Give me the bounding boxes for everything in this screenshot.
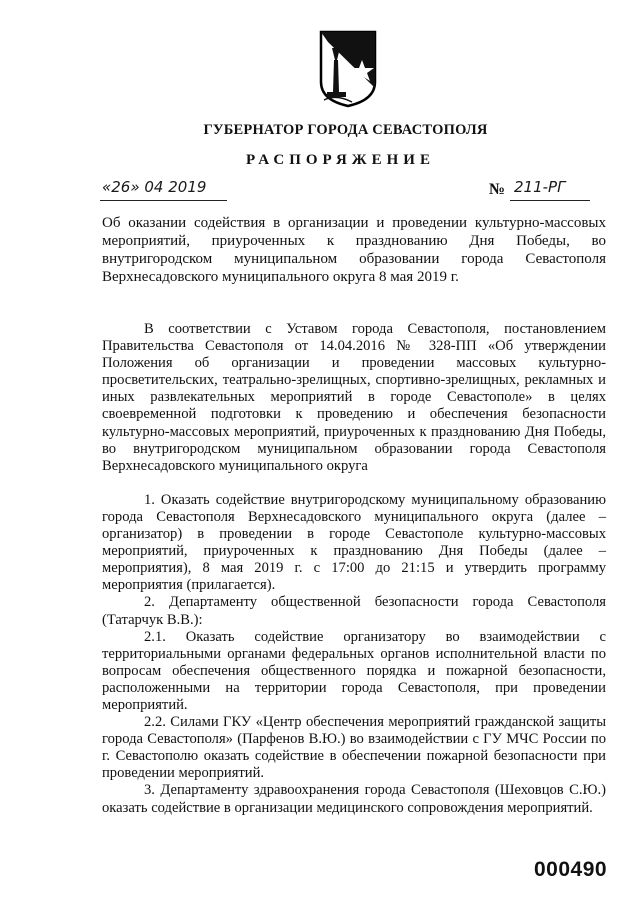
document-body — [102, 321, 606, 817]
serial-number: 000490 — [534, 858, 608, 881]
item-2-1: 2.1. Оказать содействие организатору во взаимодействии с территориальными органами федеральных органов исполнительной власти по вопросам обеспечения общественного порядка и пожарной безопасности, расположенными на территории города Севастополя, при проведении мероприятий. — [102, 628, 606, 713]
preamble-paragraph: В соответствии с Уставом города Севастополя, постановлением Правительства Севастополя от 14.04.2016 № 328-ПП «Об утверждении Положения об организации и проведении массовых культурно-просветительских, театрально-зрелищных, спортивно-зрелищных, рекламных и иных развлекательных мероприятий в городе Севастополе» в целях своевременной подготовки к проведению и обеспечения безопасности культурно-массовых мероприятий, приуроченных к празднованию Дня Победы, во внутригородском муниципальном образовании города Севастополя Верхнесадовского муниципального округа — [102, 321, 606, 474]
item-2: 2. Департаменту общественной безопасности города Севастополя (Татарчук В.В.): — [102, 594, 606, 628]
document-number: 211-РГ — [514, 178, 566, 196]
document-date: «26» 04 2019 — [102, 178, 207, 196]
item-2-2: 2.2. Силами ГКУ «Центр обеспечения мероприятий гражданской защиты города Севастополя» (Парфенов В.Ю.) во взаимодействии с ГУ МЧС России по г. Севастополю оказать содействие в обеспечении пожарной безопасности при проведении мероприятий. — [102, 714, 606, 782]
issuer-title: ГУБЕРНАТОР ГОРОДА СЕВАСТОПОЛЯ — [203, 122, 488, 138]
document-subject: Об оказании содействия в организации и проведении культурно-массовых мероприятий, приуроченных к празднованию Дня Победы, во внутригородском муниципальном образовании города Севастополя Верхнесадовского муниципального округа 8 мая 2019 г. — [102, 215, 606, 285]
number-label: № — [489, 181, 506, 198]
document-type: РАСПОРЯЖЕНИЕ — [246, 152, 435, 168]
coat-of-arms-icon — [318, 30, 378, 108]
item-1: 1. Оказать содействие внутригородскому муниципальному образованию города Севастополя Верхнесадовского муниципального округа (далее – организатор) в проведении в городе Севастополе культурно-массовых мероприятий, приуроченных к празднованию Дня Победы (далее – мероприятия), 8 мая 2019 г. с 17:00 до 21:15 и утвердить программу мероприятия (прилагается). — [102, 491, 606, 594]
item-3: 3. Департаменту здравоохранения города Севастополя (Шеховцов С.Ю.) оказать содействие в организации медицинского сопровождения мероприятий. — [102, 782, 606, 816]
